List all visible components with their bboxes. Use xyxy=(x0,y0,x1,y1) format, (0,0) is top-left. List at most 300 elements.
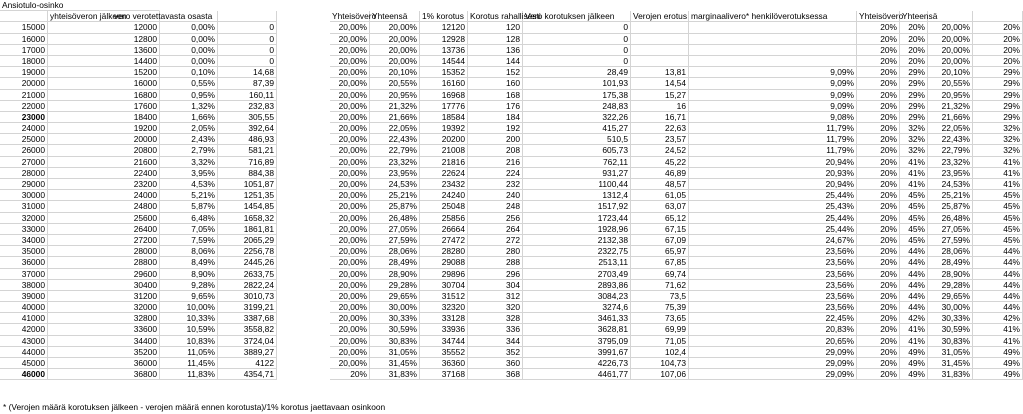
table-cell[interactable]: 24,67% xyxy=(689,235,857,246)
table-cell[interactable]: 101,93 xyxy=(523,78,631,89)
table-cell[interactable]: 368 xyxy=(468,369,523,380)
table-cell[interactable]: 6,48% xyxy=(165,213,218,224)
table-cell[interactable]: 0,00% xyxy=(165,45,218,56)
table-cell[interactable]: 884,38 xyxy=(112,168,277,179)
table-cell[interactable]: 22,79% xyxy=(370,145,420,156)
table-cell[interactable]: 26664 xyxy=(420,224,468,235)
table-cell[interactable] xyxy=(689,34,857,45)
header-cell[interactable]: Verojen erotus xyxy=(633,11,688,22)
table-cell[interactable]: 33000 xyxy=(0,224,48,235)
table-cell[interactable]: 44% xyxy=(973,257,1023,268)
table-cell[interactable]: 17600 xyxy=(48,101,160,112)
table-cell[interactable]: 264 xyxy=(468,224,523,235)
table-cell[interactable]: 67,15 xyxy=(631,224,689,235)
table-cell[interactable]: 20% xyxy=(857,201,900,212)
table-cell[interactable]: 136 xyxy=(468,45,523,56)
table-cell[interactable]: 11,05% xyxy=(165,347,218,358)
table-cell[interactable]: 30,83% xyxy=(928,336,973,347)
table-cell[interactable]: 1723,44 xyxy=(523,213,631,224)
table-cell[interactable]: 716,89 xyxy=(112,157,277,168)
table-cell[interactable]: 16 xyxy=(631,101,689,112)
table-cell[interactable]: 1312,4 xyxy=(523,190,631,201)
table-cell[interactable]: 24240 xyxy=(420,190,468,201)
table-cell[interactable]: 27,05% xyxy=(370,224,420,235)
table-cell[interactable]: 21,32% xyxy=(928,101,973,112)
table-cell[interactable]: 31,05% xyxy=(370,347,420,358)
table-cell[interactable]: 41000 xyxy=(0,313,48,324)
header-cell[interactable]: vero verotettavasta osasta xyxy=(112,11,277,22)
table-cell[interactable]: 30,59% xyxy=(370,324,420,335)
table-cell[interactable]: 3558,82 xyxy=(112,324,277,335)
table-cell[interactable]: 20% xyxy=(857,269,900,280)
table-cell[interactable]: 4354,71 xyxy=(112,369,277,380)
table-cell[interactable]: 20,00% xyxy=(370,34,420,45)
table-cell[interactable]: 49% xyxy=(973,347,1023,358)
table-cell[interactable]: 24,53% xyxy=(928,179,973,190)
table-cell[interactable]: 69,74 xyxy=(631,269,689,280)
table-cell[interactable]: 296 xyxy=(468,269,523,280)
table-cell[interactable]: 25,21% xyxy=(370,190,420,201)
table-cell[interactable]: 176 xyxy=(468,101,523,112)
table-cell[interactable]: 9,08% xyxy=(689,112,857,123)
table-cell[interactable]: 8,90% xyxy=(165,269,218,280)
table-cell[interactable]: 22400 xyxy=(48,168,160,179)
table-cell[interactable]: 31,83% xyxy=(370,369,420,380)
table-cell[interactable]: 31200 xyxy=(48,291,160,302)
table-cell[interactable]: 104,73 xyxy=(631,358,689,369)
table-cell[interactable]: 27,59% xyxy=(928,235,973,246)
table-cell[interactable]: 312 xyxy=(468,291,523,302)
table-cell[interactable]: 28,06% xyxy=(370,246,420,257)
table-cell[interactable]: 20% xyxy=(857,157,900,168)
table-cell[interactable]: 10,83% xyxy=(165,336,218,347)
header-cell[interactable]: marginaalivero* henkilöverotuksessa xyxy=(689,11,857,22)
table-cell[interactable]: 44% xyxy=(973,246,1023,257)
table-cell[interactable]: 0 xyxy=(523,45,631,56)
table-cell[interactable]: 16000 xyxy=(0,34,48,45)
table-cell[interactable]: 27000 xyxy=(0,157,48,168)
table-cell[interactable]: 41% xyxy=(900,168,928,179)
table-cell[interactable]: 1051,87 xyxy=(112,179,277,190)
table-cell[interactable]: 168 xyxy=(468,90,523,101)
table-cell[interactable] xyxy=(631,22,689,33)
table-cell[interactable]: 21000 xyxy=(0,90,48,101)
sheet-title[interactable]: Ansiotulo-osinko xyxy=(0,0,160,11)
table-cell[interactable]: 304 xyxy=(468,280,523,291)
table-cell[interactable]: 360 xyxy=(468,358,523,369)
table-cell[interactable]: 20,00% xyxy=(330,112,370,123)
header-cell[interactable]: 1% korotus xyxy=(420,11,468,22)
table-cell[interactable]: 24,53% xyxy=(370,179,420,190)
table-cell[interactable]: 44% xyxy=(973,302,1023,313)
table-cell[interactable]: 20% xyxy=(973,22,1023,33)
table-cell[interactable] xyxy=(631,34,689,45)
table-cell[interactable]: 24000 xyxy=(0,123,48,134)
table-cell[interactable]: 44% xyxy=(973,269,1023,280)
table-cell[interactable]: 25,21% xyxy=(928,190,973,201)
table-cell[interactable]: 20% xyxy=(857,213,900,224)
table-cell[interactable]: 20% xyxy=(857,246,900,257)
table-cell[interactable]: 30000 xyxy=(0,190,48,201)
table-cell[interactable]: 7,59% xyxy=(165,235,218,246)
table-cell[interactable]: 22,43% xyxy=(370,134,420,145)
table-cell[interactable]: 21816 xyxy=(420,157,468,168)
table-cell[interactable] xyxy=(631,45,689,56)
header-cell[interactable] xyxy=(0,11,48,22)
table-cell[interactable]: 2633,75 xyxy=(112,269,277,280)
table-cell[interactable]: 31000 xyxy=(0,201,48,212)
table-cell[interactable]: 248 xyxy=(468,201,523,212)
table-cell[interactable]: 15352 xyxy=(420,67,468,78)
table-cell[interactable]: 288 xyxy=(468,257,523,268)
table-cell[interactable]: 2,43% xyxy=(165,134,218,145)
table-cell[interactable]: 44% xyxy=(900,302,928,313)
table-cell[interactable]: 3199,21 xyxy=(112,302,277,313)
table-cell[interactable]: 20,00% xyxy=(330,123,370,134)
table-cell[interactable]: 29,28% xyxy=(370,280,420,291)
table-cell[interactable]: 10,59% xyxy=(165,324,218,335)
table-cell[interactable]: 1928,96 xyxy=(523,224,631,235)
table-cell[interactable]: 41% xyxy=(900,179,928,190)
table-cell[interactable]: 32% xyxy=(973,134,1023,145)
table-cell[interactable]: 20% xyxy=(857,179,900,190)
table-cell[interactable]: 29% xyxy=(900,67,928,78)
table-cell[interactable]: 35000 xyxy=(0,246,48,257)
table-cell[interactable]: 17776 xyxy=(420,101,468,112)
table-cell[interactable]: 44% xyxy=(900,280,928,291)
table-cell[interactable]: 20,00% xyxy=(370,22,420,33)
table-cell[interactable]: 344 xyxy=(468,336,523,347)
table-cell[interactable] xyxy=(689,22,857,33)
table-cell[interactable]: 20% xyxy=(857,313,900,324)
table-cell[interactable]: 29% xyxy=(973,78,1023,89)
table-cell[interactable]: 11,79% xyxy=(689,145,857,156)
table-cell[interactable]: 20,94% xyxy=(689,157,857,168)
table-cell[interactable]: 20% xyxy=(857,336,900,347)
table-cell[interactable]: 23,56% xyxy=(689,246,857,257)
table-cell[interactable]: 20% xyxy=(857,324,900,335)
table-cell[interactable]: 152 xyxy=(468,67,523,78)
table-cell[interactable]: 25,44% xyxy=(689,190,857,201)
table-cell[interactable]: 13600 xyxy=(48,45,160,56)
header-cell[interactable]: yhteisöveron jälkeen xyxy=(48,11,160,22)
table-cell[interactable]: 192 xyxy=(468,123,523,134)
table-cell[interactable]: 336 xyxy=(468,324,523,335)
table-cell[interactable]: 322,26 xyxy=(523,112,631,123)
table-cell[interactable]: 8,49% xyxy=(165,257,218,268)
table-cell[interactable]: 32% xyxy=(900,134,928,145)
table-cell[interactable]: 14400 xyxy=(48,56,160,67)
table-cell[interactable]: 2322,75 xyxy=(523,246,631,257)
table-cell[interactable]: 20,00% xyxy=(330,101,370,112)
table-cell[interactable]: 29% xyxy=(973,112,1023,123)
table-cell[interactable]: 0 xyxy=(523,22,631,33)
table-cell[interactable]: 29600 xyxy=(48,269,160,280)
table-cell[interactable]: 30,33% xyxy=(370,313,420,324)
header-cell[interactable] xyxy=(928,11,973,22)
table-cell[interactable]: 144 xyxy=(468,56,523,67)
table-cell[interactable]: 9,28% xyxy=(165,280,218,291)
table-cell[interactable]: 13,81 xyxy=(631,67,689,78)
table-cell[interactable]: 20,00% xyxy=(330,34,370,45)
table-cell[interactable]: 1861,81 xyxy=(112,224,277,235)
table-cell[interactable]: 45% xyxy=(900,224,928,235)
table-cell[interactable]: 20,00% xyxy=(330,90,370,101)
table-cell[interactable]: 20% xyxy=(900,34,928,45)
table-cell[interactable]: 44% xyxy=(900,257,928,268)
table-cell[interactable]: 128 xyxy=(468,34,523,45)
table-cell[interactable]: 20800 xyxy=(48,145,160,156)
table-cell[interactable]: 13736 xyxy=(420,45,468,56)
table-cell[interactable]: 32% xyxy=(900,145,928,156)
table-cell[interactable]: 0 xyxy=(112,22,277,33)
table-cell[interactable]: 272 xyxy=(468,235,523,246)
table-cell[interactable]: 75,39 xyxy=(631,302,689,313)
table-cell[interactable]: 36000 xyxy=(48,358,160,369)
table-cell[interactable]: 7,05% xyxy=(165,224,218,235)
table-cell[interactable]: 34000 xyxy=(0,235,48,246)
table-cell[interactable]: 20,00% xyxy=(330,134,370,145)
table-cell[interactable]: 9,09% xyxy=(689,67,857,78)
table-cell[interactable]: 20% xyxy=(973,56,1023,67)
table-cell[interactable]: 30704 xyxy=(420,280,468,291)
table-cell[interactable]: 20,00% xyxy=(330,190,370,201)
table-cell[interactable]: 16160 xyxy=(420,78,468,89)
table-cell[interactable]: 25856 xyxy=(420,213,468,224)
table-cell[interactable] xyxy=(689,45,857,56)
table-cell[interactable]: 20,95% xyxy=(928,90,973,101)
table-cell[interactable]: 33600 xyxy=(48,324,160,335)
table-cell[interactable]: 0 xyxy=(112,34,277,45)
table-cell[interactable]: 762,11 xyxy=(523,157,631,168)
table-cell[interactable]: 20,00% xyxy=(330,280,370,291)
table-cell[interactable]: 28,06% xyxy=(928,246,973,257)
table-cell[interactable]: 20,00% xyxy=(330,67,370,78)
table-cell[interactable]: 35200 xyxy=(48,347,160,358)
table-cell[interactable]: 29% xyxy=(973,101,1023,112)
table-cell[interactable]: 20% xyxy=(900,45,928,56)
table-cell[interactable]: 23,95% xyxy=(928,168,973,179)
table-cell[interactable]: 256 xyxy=(468,213,523,224)
table-cell[interactable]: 32% xyxy=(973,145,1023,156)
table-cell[interactable]: 20% xyxy=(900,22,928,33)
table-cell[interactable]: 21008 xyxy=(420,145,468,156)
table-cell[interactable]: 280 xyxy=(468,246,523,257)
table-cell[interactable]: 1454,85 xyxy=(112,201,277,212)
table-cell[interactable]: 29% xyxy=(973,67,1023,78)
table-cell[interactable]: 15200 xyxy=(48,67,160,78)
table-cell[interactable]: 87,39 xyxy=(112,78,277,89)
table-cell[interactable]: 20,00% xyxy=(330,246,370,257)
table-cell[interactable]: 4122 xyxy=(112,358,277,369)
table-cell[interactable]: 39000 xyxy=(0,291,48,302)
table-cell[interactable]: 20% xyxy=(857,291,900,302)
table-cell[interactable]: 28,49 xyxy=(523,67,631,78)
table-cell[interactable]: 67,09 xyxy=(631,235,689,246)
table-cell[interactable]: 49% xyxy=(900,347,928,358)
table-cell[interactable]: 20% xyxy=(330,369,370,380)
table-cell[interactable]: 29,65% xyxy=(928,291,973,302)
table-cell[interactable]: 21,32% xyxy=(370,101,420,112)
table-cell[interactable]: 4226,73 xyxy=(523,358,631,369)
table-cell[interactable]: 32% xyxy=(900,123,928,134)
table-cell[interactable]: 20,55% xyxy=(928,78,973,89)
table-cell[interactable]: 16000 xyxy=(48,78,160,89)
table-cell[interactable]: 22,79% xyxy=(928,145,973,156)
table-cell[interactable]: 24000 xyxy=(48,190,160,201)
table-cell[interactable]: 12800 xyxy=(48,34,160,45)
table-cell[interactable]: 42% xyxy=(973,313,1023,324)
table-cell[interactable]: 18000 xyxy=(0,56,48,67)
table-cell[interactable]: 216 xyxy=(468,157,523,168)
table-cell[interactable]: 41% xyxy=(900,324,928,335)
table-cell[interactable]: 11,79% xyxy=(689,123,857,134)
table-cell[interactable]: 15,27 xyxy=(631,90,689,101)
table-cell[interactable]: 71,62 xyxy=(631,280,689,291)
table-cell[interactable]: 20% xyxy=(857,302,900,313)
table-cell[interactable]: 20,00% xyxy=(330,56,370,67)
table-cell[interactable]: 20,00% xyxy=(330,324,370,335)
table-cell[interactable]: 0,95% xyxy=(165,90,218,101)
table-cell[interactable]: 20% xyxy=(857,235,900,246)
table-cell[interactable]: 36360 xyxy=(420,358,468,369)
table-cell[interactable]: 43000 xyxy=(0,336,48,347)
table-cell[interactable]: 9,65% xyxy=(165,291,218,302)
table-cell[interactable]: 581,21 xyxy=(112,145,277,156)
table-cell[interactable]: 65,12 xyxy=(631,213,689,224)
header-cell[interactable]: Yhteisövero xyxy=(859,11,904,22)
table-cell[interactable]: 2,79% xyxy=(165,145,218,156)
table-cell[interactable]: 20% xyxy=(857,257,900,268)
table-cell[interactable]: 20% xyxy=(857,112,900,123)
table-cell[interactable]: 29088 xyxy=(420,257,468,268)
table-cell[interactable]: 2132,38 xyxy=(523,235,631,246)
table-cell[interactable]: 208 xyxy=(468,145,523,156)
table-cell[interactable]: 21,66% xyxy=(370,112,420,123)
table-cell[interactable]: 1100,44 xyxy=(523,179,631,190)
table-cell[interactable]: 20% xyxy=(857,34,900,45)
table-cell[interactable]: 20,00% xyxy=(928,56,973,67)
table-cell[interactable]: 29% xyxy=(900,101,928,112)
table-cell[interactable]: 26000 xyxy=(0,145,48,156)
table-cell[interactable]: 31,83% xyxy=(928,369,973,380)
table-cell[interactable]: 18584 xyxy=(420,112,468,123)
table-cell[interactable]: 65,97 xyxy=(631,246,689,257)
table-cell[interactable]: 3724,04 xyxy=(112,336,277,347)
table-cell[interactable]: 21600 xyxy=(48,157,160,168)
table-cell[interactable]: 2893,86 xyxy=(523,280,631,291)
table-cell[interactable]: 69,99 xyxy=(631,324,689,335)
table-cell[interactable]: 102,4 xyxy=(631,347,689,358)
table-cell[interactable]: 1,32% xyxy=(165,101,218,112)
table-cell[interactable]: 30,00% xyxy=(928,302,973,313)
table-cell[interactable]: 21,66% xyxy=(928,112,973,123)
table-cell[interactable]: 23,56% xyxy=(689,257,857,268)
table-cell[interactable]: 20,10% xyxy=(370,67,420,78)
table-cell[interactable]: 46000 xyxy=(0,369,48,380)
table-cell[interactable]: 71,05 xyxy=(631,336,689,347)
table-cell[interactable]: 23,32% xyxy=(370,157,420,168)
table-cell[interactable]: 12000 xyxy=(48,22,160,33)
table-cell[interactable]: 1,66% xyxy=(165,112,218,123)
table-cell[interactable]: 45,22 xyxy=(631,157,689,168)
table-cell[interactable]: 26,48% xyxy=(370,213,420,224)
table-cell[interactable]: 25,43% xyxy=(689,201,857,212)
table-cell[interactable]: 20,00% xyxy=(330,45,370,56)
table-cell[interactable]: 29% xyxy=(900,90,928,101)
table-cell[interactable]: 44% xyxy=(900,246,928,257)
table-cell[interactable]: 12120 xyxy=(420,22,468,33)
table-cell[interactable]: 28000 xyxy=(0,168,48,179)
table-cell[interactable]: 10,00% xyxy=(165,302,218,313)
table-cell[interactable]: 49% xyxy=(973,369,1023,380)
table-cell[interactable]: 2,05% xyxy=(165,123,218,134)
table-cell[interactable]: 232 xyxy=(468,179,523,190)
header-cell[interactable]: Yhteensä xyxy=(902,11,938,22)
header-cell[interactable] xyxy=(973,11,1023,22)
table-cell[interactable]: 20,00% xyxy=(330,235,370,246)
table-cell[interactable]: 3387,68 xyxy=(112,313,277,324)
table-cell[interactable]: 25600 xyxy=(48,213,160,224)
table-cell[interactable]: 44% xyxy=(900,269,928,280)
table-cell[interactable]: 3889,27 xyxy=(112,347,277,358)
table-cell[interactable]: 41% xyxy=(973,168,1023,179)
table-cell[interactable]: 30,33% xyxy=(928,313,973,324)
table-cell[interactable]: 20,00% xyxy=(330,22,370,33)
table-cell[interactable]: 2445,26 xyxy=(112,257,277,268)
header-cell[interactable]: Yhteisövero xyxy=(332,11,377,22)
table-cell[interactable]: 45% xyxy=(900,213,928,224)
table-cell[interactable]: 23,56% xyxy=(689,269,857,280)
table-cell[interactable]: 22000 xyxy=(0,101,48,112)
table-cell[interactable]: 20,00% xyxy=(330,78,370,89)
table-cell[interactable]: 0,55% xyxy=(165,78,218,89)
table-cell[interactable]: 486,93 xyxy=(112,134,277,145)
table-cell[interactable]: 20% xyxy=(973,34,1023,45)
table-cell[interactable]: 20% xyxy=(857,22,900,33)
table-cell[interactable]: 46,89 xyxy=(631,168,689,179)
table-cell[interactable]: 26,48% xyxy=(928,213,973,224)
table-cell[interactable]: 23,56% xyxy=(689,280,857,291)
table-cell[interactable]: 28280 xyxy=(420,246,468,257)
table-cell[interactable]: 29896 xyxy=(420,269,468,280)
table-cell[interactable]: 25048 xyxy=(420,201,468,212)
table-cell[interactable]: 33128 xyxy=(420,313,468,324)
table-cell[interactable]: 120 xyxy=(468,22,523,33)
table-cell[interactable]: 27200 xyxy=(48,235,160,246)
table-cell[interactable]: 20,10% xyxy=(928,67,973,78)
table-cell[interactable]: 19000 xyxy=(0,67,48,78)
table-cell[interactable]: 0 xyxy=(523,56,631,67)
table-cell[interactable]: 20,00% xyxy=(330,358,370,369)
table-cell[interactable]: 45% xyxy=(900,201,928,212)
table-cell[interactable]: 40000 xyxy=(0,302,48,313)
table-cell[interactable]: 20% xyxy=(857,134,900,145)
table-cell[interactable]: 32320 xyxy=(420,302,468,313)
table-cell[interactable]: 3,95% xyxy=(165,168,218,179)
table-cell[interactable]: 29,09% xyxy=(689,347,857,358)
table-cell[interactable]: 15000 xyxy=(0,22,48,33)
table-cell[interactable]: 31,45% xyxy=(370,358,420,369)
table-cell[interactable]: 49% xyxy=(973,358,1023,369)
table-cell[interactable]: 11,79% xyxy=(689,134,857,145)
table-cell[interactable]: 20200 xyxy=(420,134,468,145)
table-cell[interactable]: 20,00% xyxy=(330,302,370,313)
table-cell[interactable]: 23,32% xyxy=(928,157,973,168)
table-cell[interactable]: 67,85 xyxy=(631,257,689,268)
table-cell[interactable]: 20,00% xyxy=(928,22,973,33)
table-cell[interactable]: 20% xyxy=(857,369,900,380)
